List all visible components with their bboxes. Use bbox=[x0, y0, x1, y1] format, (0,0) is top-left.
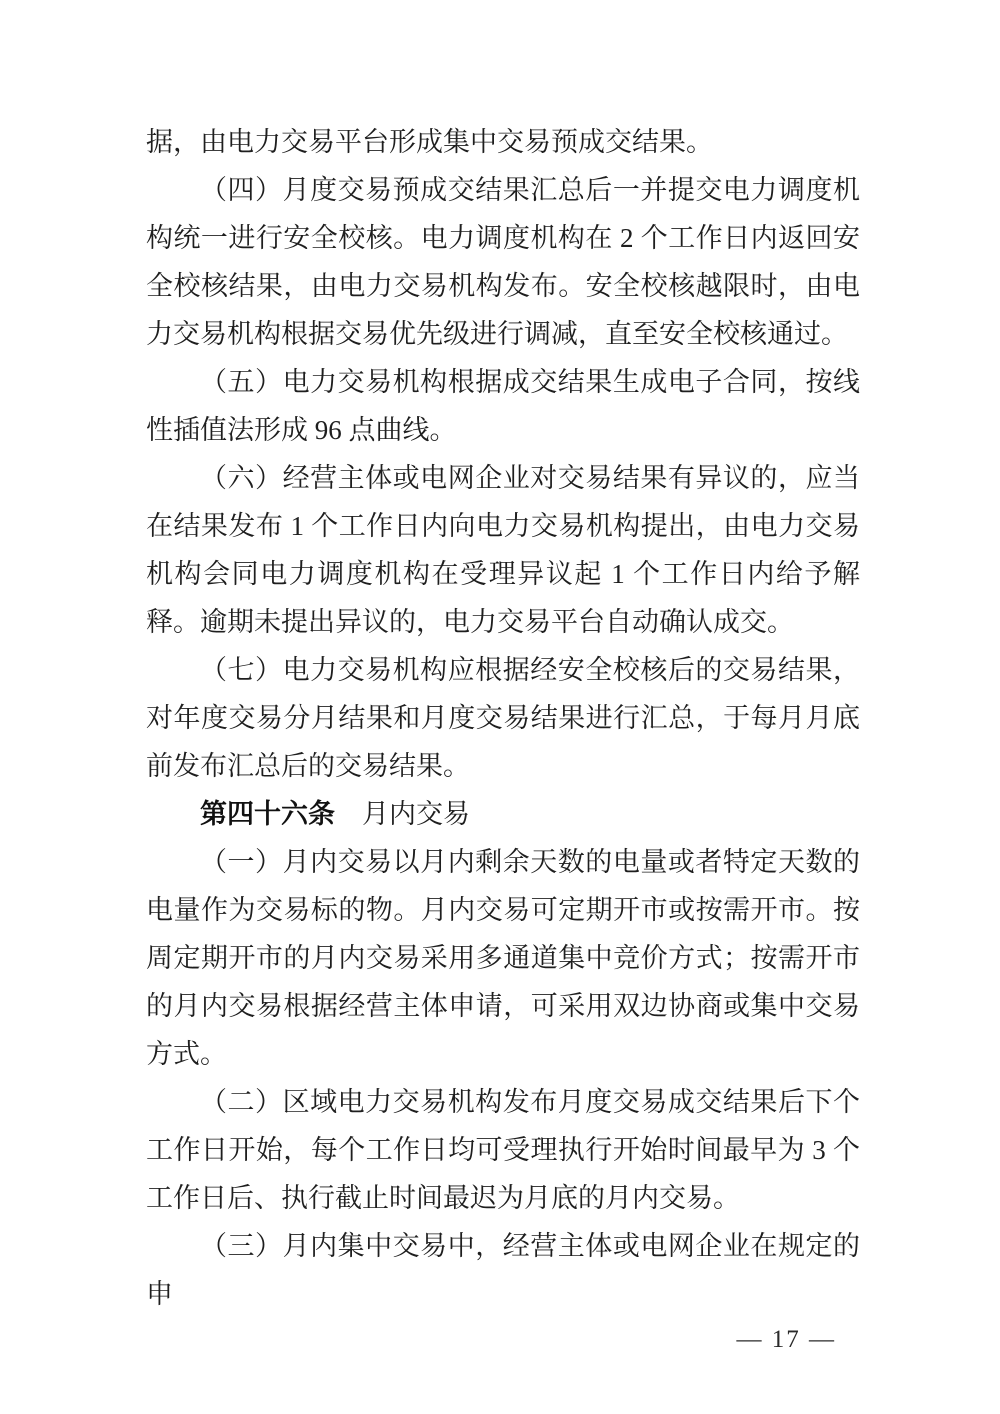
paragraph-item-five: （五）电力交易机构根据成交结果生成电子合同，按线性插值法形成 96 点曲线。 bbox=[146, 367, 860, 445]
paragraph-item-three: （三）月内集中交易中，经营主体或电网企业在规定的申 bbox=[146, 1231, 860, 1309]
article-number: 第四十六条 bbox=[200, 799, 335, 829]
paragraph-item-four: （四）月度交易预成交结果汇总后一并提交电力调度机构统一进行安全校核。电力调度机构在 2 个工作日内返回安全校核结果，由电力交易机构发布。安全校核越限时，由电力交易机构根据交易优先级进行调减，直至安全校核通过。 bbox=[146, 175, 860, 349]
article-title: 月内交易 bbox=[362, 799, 470, 829]
document-body bbox=[146, 118, 860, 1318]
paragraph-item-seven: （七）电力交易机构应根据经安全校核后的交易结果，对年度交易分月结果和月度交易结果进行汇总，于每月月底前发布汇总后的交易结果。 bbox=[146, 655, 860, 781]
page-number: — 17 — bbox=[736, 1326, 836, 1353]
paragraph-continuation: 据，由电力交易平台形成集中交易预成交结果。 bbox=[146, 127, 713, 157]
paragraph-item-six: （六）经营主体或电网企业对交易结果有异议的，应当在结果发布 1 个工作日内向电力交易机构提出，由电力交易机构会同电力调度机构在受理异议起 1 个工作日内给予解释。逾期未提出异议的，电力交易平台自动确认成交。 bbox=[146, 463, 860, 637]
article-heading bbox=[146, 790, 860, 838]
paragraph-item-one: （一）月内交易以月内剩余天数的电量或者特定天数的电量作为交易标的物。月内交易可定期开市或按需开市。按周定期开市的月内交易采用多通道集中竞价方式；按需开市的月内交易根据经营主体申请，可采用双边协商或集中交易方式。 bbox=[146, 847, 860, 1069]
paragraph-item-two: （二）区域电力交易机构发布月度交易成交结果后下个工作日开始，每个工作日均可受理执行开始时间最早为 3 个工作日后、执行截止时间最迟为月底的月内交易。 bbox=[146, 1087, 860, 1213]
